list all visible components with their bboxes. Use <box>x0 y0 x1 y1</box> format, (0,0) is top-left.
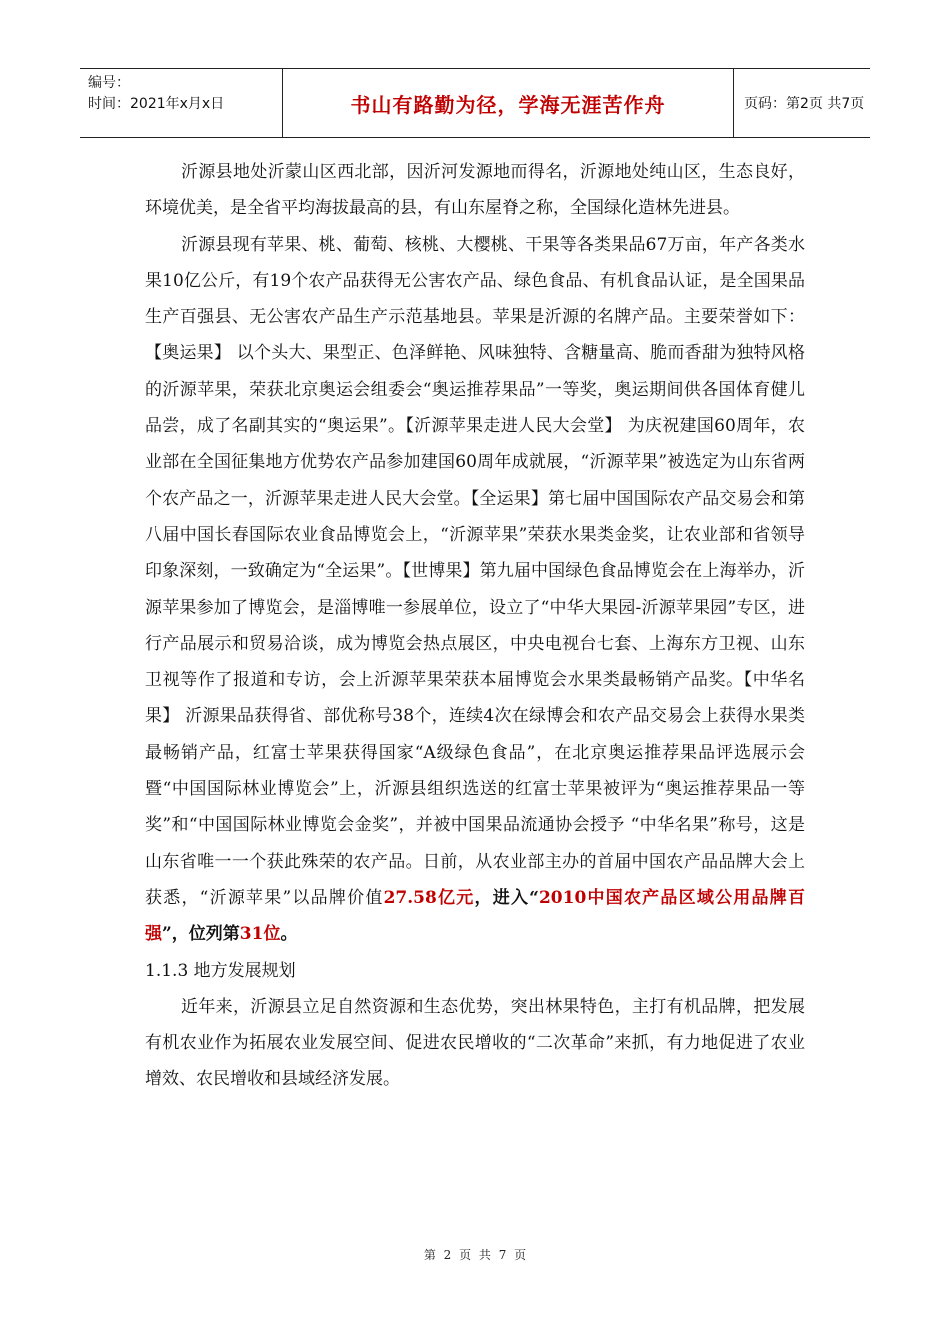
paragraph-location: 沂源县地处沂蒙山区西北部，因沂河发源地而得名，沂源地处纯山区，生态良好，环境优美，是全省平均海拔最高的县，有山东屋脊之称，全国绿化造林先进县。 <box>145 162 805 219</box>
date-label: 时间：2021年x月x日 <box>88 96 225 112</box>
paragraph-development-plan: 近年来，沂源县立足自然资源和生态优势，突出林果特色，主打有机品牌，把发展有机农业作为拓展农业发展空间、促进农民增收的“二次革命”来抓，有力地促进了农业增效、农民增收和县域经济发展。 <box>145 996 805 1090</box>
brand-ranking-name: 2010中国农产品区域公用品牌百强 <box>145 887 805 945</box>
brand-value: 27.58亿元 <box>383 887 475 908</box>
paragraph-fruit-text: 沂源县现有苹果、桃、葡萄、核桃、大樱桃、干果等各类果品67万亩，年产各类水果10亿公斤，有19个农产品获得无公害农产品、绿色食品、有机食品认证，是全国果品生产百强县、无公害农产品生产示范基地县。苹果是沂源的名牌产品。主要荣誉如下：【奥运果】 以个头大、果型正、色泽鲜艳、风味独特、含糖量高、脆而香甜为独特风格的沂源苹果，荣获北京奥运会组委会“奥运推荐果品”一等奖，奥运期间供各国体育健儿品尝，成了名副其实的“奥运果”。【沂源苹果走进人民大会堂】 为庆祝建国60周年，农业部在全国征集地方优势农产品参加建国60周年成就展，“沂源苹果”被选定为山东省两个农产品之一，沂源苹果走进人民大会堂。【全运果】第七届中国国际农产品交易会和第八届中国长春国际农业食品博览会上，“沂源苹果”荣获水果类金奖，让农业部和省领导印象深刻，一致确定为“全运果”。【世博果】第九届中国绿色食品博览会在上海举办，沂源苹果参加了博览会，是淄博唯一参展单位，设立了“中华大果园-沂源苹果园”专区，进行产品展示和贸易洽谈，成为博览会热点展区，中央电视台七套、上海东方卫视、山东卫视等作了报道和专访，会上沂源苹果荣获本届博览会水果类最畅销产品奖。【中华名果】 沂源果品获得省、部优称号38个，连续4次在绿博会和农产品交易会上获得水果类最畅销产品，红富士苹果获得国家“A级绿色食品”，在北京奥运推荐果品评选展示会暨“中国国际林业博览会”上，沂源县组织选送的红富士苹果被评为“奥运推荐果品一等奖”和“中国国际林业博览会金奖”，并被中国果品流通协会授予 “中华名果”称号，这是山东省唯一一个获此殊荣的农产品。日前，从农业部主办的首届中国农产品品牌大会上获悉，“沂源苹果”以品牌价值 <box>145 234 805 908</box>
brand-text-1: ，进入“ <box>474 887 539 908</box>
page-header <box>80 68 870 138</box>
header-meta <box>80 69 282 137</box>
serial-label: 编号： <box>88 75 130 91</box>
brand-rank: 31位 <box>239 924 281 945</box>
paragraph-fruit-industry <box>145 227 805 953</box>
section-heading: 1.1.3 地方发展规划 <box>145 960 296 981</box>
header-motto: 书山有路勤为径，学海无涯苦作舟 <box>282 69 734 137</box>
brand-text-2: ”，位列第 <box>162 924 240 945</box>
header-page-number: 页码：第2页 共7页 <box>744 96 865 112</box>
document-body <box>145 154 805 1098</box>
brand-text-end: 。 <box>280 924 298 945</box>
page-footer: 第 2 页 共 7 页 <box>423 1248 527 1262</box>
